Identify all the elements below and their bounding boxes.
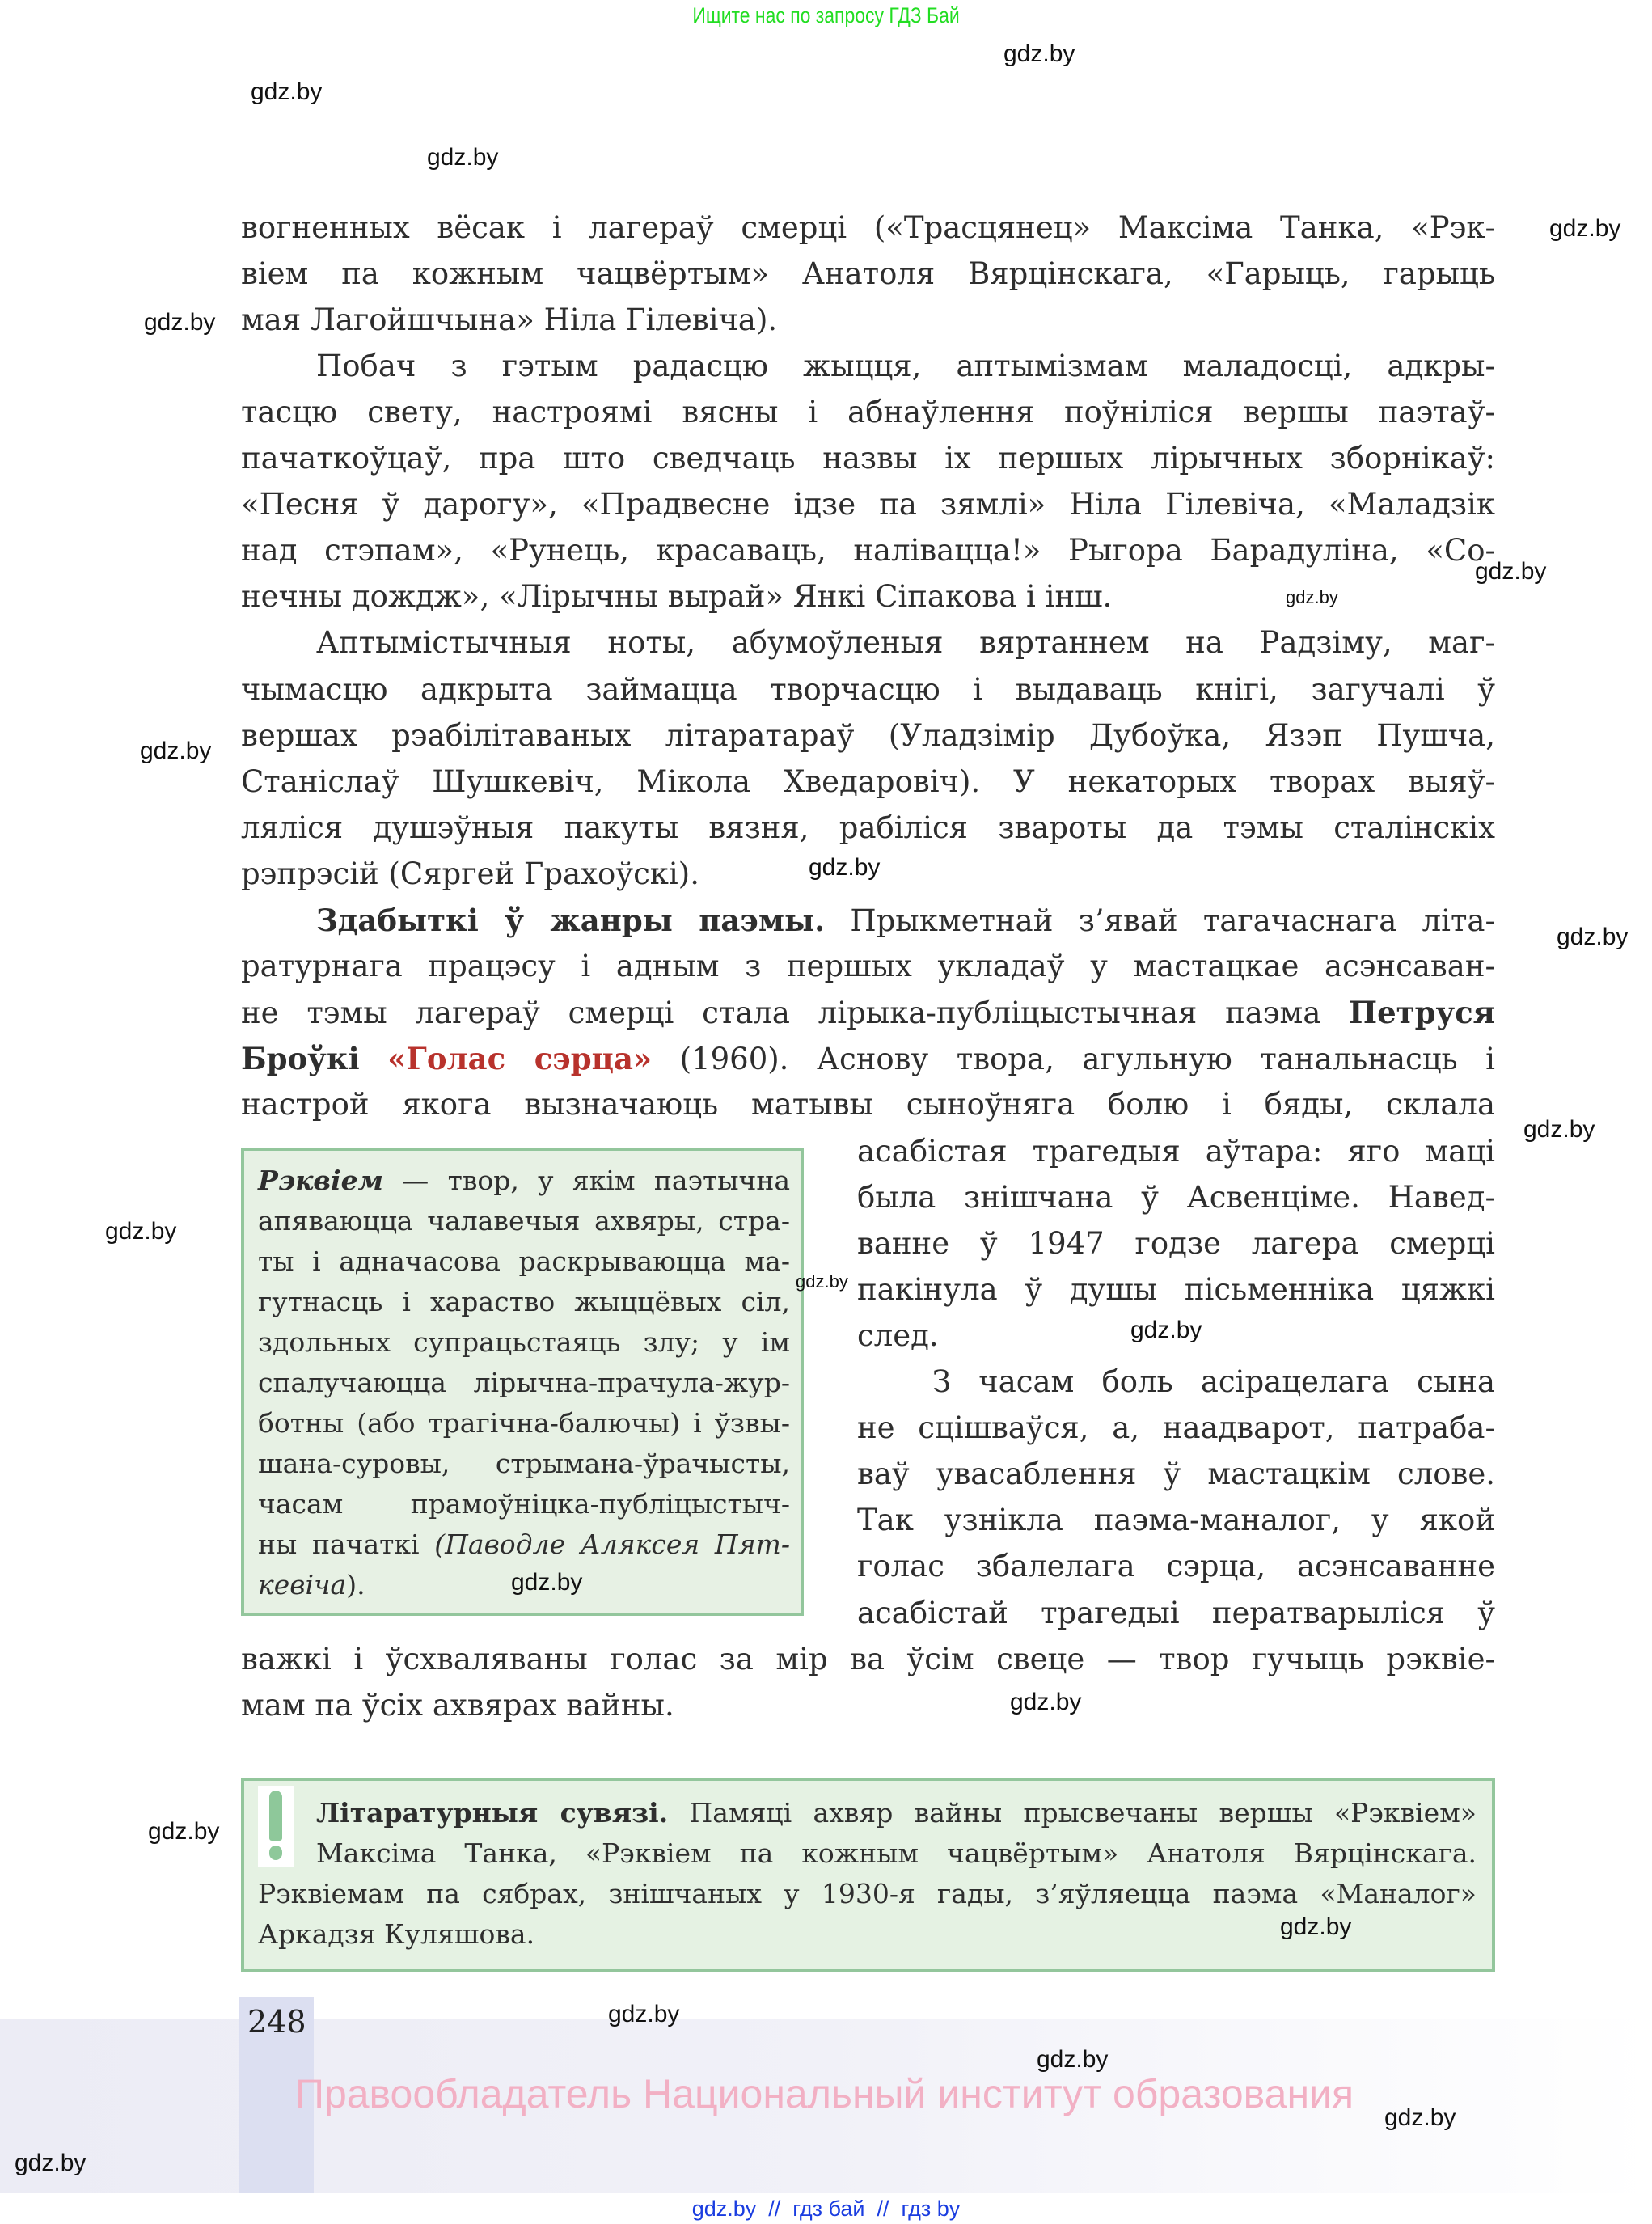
emphasis-text: Броўкі: [241, 1041, 360, 1077]
exclamation-icon: [258, 1786, 294, 1867]
text-span: Памяці ахвяр вайны прысвечаны вершы «Рэквіем»: [668, 1797, 1477, 1829]
text-line: [857, 1595, 1495, 1632]
text-line: [241, 532, 1495, 569]
text-span: З часам боль асірацелага сына: [932, 1364, 1495, 1399]
text-span: «Песня ў дарогу», «Прадвесне ідзе па зямлі» Ніла Гілевіча, «Маладзік: [241, 487, 1495, 522]
text-span: асабістая трагедыя аўтара: яго маці: [857, 1133, 1495, 1169]
watermark: gdz.by: [1384, 2104, 1456, 2131]
emphasis-text: (Паводле Аляксея Пят-: [434, 1528, 790, 1560]
poem-title: «Голас сэрца»: [387, 1041, 653, 1077]
text-line: [857, 1271, 1495, 1309]
text-span: Побач з гэтым радасцю жыцця, аптымізмам маладосці, адкры-: [316, 348, 1495, 383]
text-line: [241, 394, 1495, 431]
text-span: часам прамоўніцка-публіцыстыч-: [258, 1488, 790, 1520]
watermark: gdz.by: [1003, 40, 1075, 67]
text-line: [857, 1502, 1495, 1539]
text-span: нечны дождж», «Лірычны вырай» Янкі Сіпакова і інш.: [241, 579, 1113, 615]
text-span: Так узнікла паэма-маналог, у якой: [857, 1503, 1495, 1538]
text-span: ты і адначасова раскрываюцца ма-: [258, 1245, 790, 1277]
text-line: [258, 1407, 790, 1440]
text-line: [857, 1410, 1495, 1447]
text-line: [258, 1367, 790, 1399]
text-span: голас збалелага сэрца, асэнсаванне: [857, 1549, 1495, 1584]
text-span: ратурнага працэсу і адным з першых укладаў у мастацкае асэнсаван-: [241, 949, 1495, 984]
text-line: [258, 1488, 790, 1520]
watermark: gdz.by: [1549, 215, 1621, 242]
text-line: [241, 1040, 1495, 1077]
watermark: gdz.by: [809, 854, 881, 881]
text-span: шана-суровы, стрымана-ўрачысты,: [258, 1448, 790, 1479]
text-span: гутнасць і хараство жыццёвых сіл,: [258, 1286, 790, 1317]
text-span: не сцішваўся, а, наадварот, патраба-: [857, 1410, 1495, 1446]
text-span: — твор, у якім паэтычна: [383, 1165, 790, 1196]
copyright-notice: Правообладатель Национальный институт образования: [295, 2071, 1354, 2116]
text-line: [258, 1245, 790, 1278]
text-span: асабістай трагедыі ператварыліся ў: [857, 1595, 1495, 1630]
watermark: gdz.by: [140, 738, 212, 764]
text-line: [857, 1456, 1495, 1493]
text-line: [857, 1225, 1495, 1262]
watermark: gdz.by: [1557, 924, 1629, 950]
text-line: [241, 256, 1495, 293]
watermark: gdz.by: [1037, 2046, 1109, 2073]
emphasis-text: Літаратурныя сувязі.: [316, 1797, 669, 1829]
text-span: ванне ў 1947 годзе лагера смерці: [857, 1225, 1495, 1261]
text-line: [241, 763, 1495, 801]
text-line: [857, 1364, 1495, 1401]
text-span: ны пачаткі: [258, 1528, 435, 1560]
text-span: Рэквіемам па сябрах, знішчаных у 1930-я гады, з’яўляецца паэма «Маналог»: [258, 1878, 1477, 1909]
text-line: [857, 1133, 1495, 1170]
text-span: пачаткоўцаў, пра што сведчаць назвы іх першых лірычных зборнікаў:: [241, 441, 1495, 476]
text-line: [241, 440, 1495, 477]
watermark: gdz.by: [1523, 1116, 1595, 1143]
text-line: [241, 624, 1495, 662]
text-line: [241, 1687, 1495, 1724]
text-span: [360, 1042, 388, 1076]
text-span: была знішчана ў Асвенціме. Навед-: [857, 1179, 1495, 1215]
text-line: [241, 209, 1495, 247]
text-span: рэпрэсій (Сяргей Грахоўскі).: [241, 856, 699, 891]
watermark: gdz.by: [427, 144, 499, 171]
text-line: [258, 1205, 790, 1237]
text-line: [241, 902, 1495, 939]
text-span: вершах рэабілітаваных літаратараў (Уладзімір Дубоўка, Язэп Пушча,: [241, 717, 1495, 753]
watermark: gdz.by: [1475, 558, 1547, 585]
text-line: [258, 1878, 1477, 1910]
watermark: gdz.by: [105, 1218, 177, 1245]
text-span: Максіма Танка, «Рэквіем па кожным чацвёртым» Анатоля Вярцінскага.: [316, 1837, 1477, 1869]
text-line: [857, 1548, 1495, 1585]
text-span: (1960). Аснову твора, агульную танальнасць і: [652, 1042, 1496, 1077]
text-span: мам па ўсіх ахвярах вайны.: [241, 1687, 674, 1723]
emphasis-text: Петруся: [1349, 995, 1495, 1031]
text-span: Прыкметнай з’явай тагачаснага літа-: [824, 903, 1495, 938]
watermark: gdz.by: [1286, 587, 1338, 607]
text-line: [241, 348, 1495, 385]
watermark: gdz.by: [1130, 1317, 1202, 1343]
text-span: апяваюцца чалавечыя ахвяры, стра-: [258, 1205, 790, 1237]
text-span: мая Лагойшчына» Ніла Гілевіча).: [241, 302, 778, 337]
watermark: gdz.by: [144, 309, 216, 336]
emphasis-text: Рэквіем: [258, 1165, 384, 1196]
text-span: Станіслаў Шушкевіч, Мікола Хведаровіч). У некаторых творах выяў-: [241, 763, 1495, 799]
text-line: [258, 1165, 790, 1197]
text-line: [241, 1641, 1495, 1678]
watermark: gdz.by: [1280, 1913, 1352, 1940]
text-line: [258, 1528, 790, 1561]
watermark: gdz.by: [15, 2150, 87, 2176]
text-line: [241, 302, 1495, 339]
text-line: [258, 1448, 790, 1480]
text-span: след.: [857, 1317, 939, 1353]
text-line: [258, 1286, 790, 1318]
text-line: [241, 1086, 1495, 1123]
text-span: ляліся душэўныя пакуты вязня, рабіліся звароты да тэмы сталінскіх: [241, 810, 1495, 845]
text-span: над стэпам», «Рунець, красаваць, налівацца!» Рыгора Барадуліна, «Со-: [241, 533, 1495, 569]
text-line: [857, 1179, 1495, 1216]
text-span: Аркадзя Куляшова.: [258, 1918, 535, 1950]
page-number: 248: [247, 2004, 306, 2040]
text-span: віем па кожным чацвёртым» Анатоля Вярцінскага, «Гарыць, гарыць: [241, 256, 1495, 291]
text-span: ботны (або трагічна-балючы) і ўзвы-: [258, 1407, 790, 1439]
emphasis-text: кевіча: [258, 1569, 347, 1600]
text-span: не тэмы лагераў смерці стала лірыка-публіцыстычная паэма: [241, 996, 1350, 1031]
watermark: gdz.by: [608, 2001, 680, 2027]
emphasis-text: Здабыткі ў жанры паэмы.: [316, 903, 825, 938]
search-hint-banner: Ищите нас по запросу ГДЗ Бай: [692, 3, 960, 27]
text-line: [258, 1326, 790, 1359]
text-line: [316, 1797, 1477, 1829]
text-span: ваў увасаблення ў мастацкім слове.: [857, 1457, 1495, 1492]
text-span: Аптымістычныя ноты, абумоўленыя вяртаннем на Радзіму, маг-: [316, 625, 1495, 661]
watermark: gdz.by: [251, 78, 323, 105]
text-span: чымасцю адкрыта займацца творчасцю і выдаваць кнігі, загучалі ў: [241, 671, 1495, 707]
text-line: [241, 486, 1495, 523]
watermark: gdz.by: [148, 1818, 220, 1845]
text-line: [241, 717, 1495, 755]
text-span: здольных супрацьстаяць злу; у ім: [258, 1326, 790, 1358]
text-line: [241, 671, 1495, 708]
text-line: [241, 994, 1495, 1031]
text-span: вогненных вёсак і лагераў смерці («Трасцянец» Максіма Танка, «Рэк-: [241, 209, 1495, 245]
text-span: ).: [346, 1569, 365, 1600]
text-line: [241, 948, 1495, 985]
watermark: gdz.by: [511, 1569, 583, 1596]
text-span: спалучаюцца лірычна-прачула-жур-: [258, 1367, 790, 1398]
text-span: пакінула ў душы пісьменніка цяжкі: [857, 1271, 1495, 1307]
text-span: тасцю свету, настроямі вясны і абнаўлення поўніліся вершы паэтаў-: [241, 394, 1495, 429]
text-line: [241, 810, 1495, 847]
watermark: gdz.by: [796, 1271, 848, 1292]
text-span: важкі і ўсхваляваны голас за мір ва ўсім свеце — твор гучыць рэквіе-: [241, 1641, 1495, 1676]
text-line: [316, 1837, 1477, 1870]
text-span: настрой якога вызначаюць матывы сыноўняга болю і бяды, склала: [241, 1087, 1495, 1123]
footer-links[interactable]: gdz.by // гдз бай // гдз by: [691, 2197, 961, 2221]
watermark: gdz.by: [1010, 1689, 1082, 1715]
